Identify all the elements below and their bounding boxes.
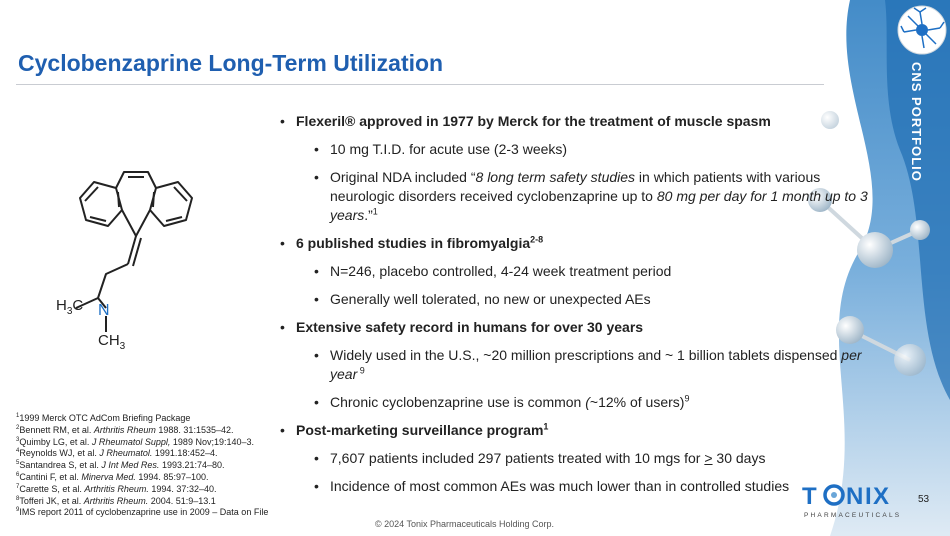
bullet-incidence: • Incidence of most common AEs was much lower than in controlled studies xyxy=(314,477,870,496)
reference-item: $^4$Reynolds WJ, et al. J Rheumatol. 1991.18:452–4. xyxy=(16,448,218,459)
svg-text:PHARMACEUTICALS: PHARMACEUTICALS xyxy=(804,512,902,519)
title-divider xyxy=(16,84,824,85)
methyl-label-1: $H_3C$ xyxy=(56,297,84,317)
reference-list xyxy=(16,413,268,519)
bullet-n246: • N=246, placebo controlled, 4-24 week treatment period xyxy=(314,262,870,281)
svg-text:I: I xyxy=(865,483,872,510)
bullet-prescriptions: • Widely used in the U.S., ~20 million prescriptions and ~ 1 billion tablets dispensed per year $^9$ xyxy=(314,346,870,384)
copyright-notice: © 2024 Tonix Pharmaceuticals Holding Corp. xyxy=(375,519,555,529)
reference-item: $^5$Santandrea S, et al. J Int Med Res. 1993.21:74–80. xyxy=(16,460,225,471)
bullet-surveillance: • Post-marketing surveillance program$^1$ xyxy=(280,421,870,440)
reference-item: $^9$IMS report 2011 of cyclobenzaprine use in 2009 – Data on File xyxy=(16,507,269,518)
bullet-patients: • 7,607 patients included 297 patients treated with 10 mgs for > 30 days xyxy=(314,449,870,468)
reference-item: $^1$1999 Merck OTC AdCom Briefing Package xyxy=(16,413,191,423)
reference-item: $^6$Cantini F, et al. Minerva Med. 1994. 85:97–100. xyxy=(16,471,209,482)
bullet-safety-record: • Extensive safety record in humans for over 30 years xyxy=(280,318,870,337)
svg-text:N: N xyxy=(846,483,864,510)
methyl-label-2: $CH_3$ xyxy=(98,332,126,352)
bullet-flexeril: • Flexeril® approved in 1977 by Merck for the treatment of muscle spasm xyxy=(280,112,870,131)
bullet-dose: • 10 mg T.I.D. for acute use (2-3 weeks) xyxy=(314,140,870,159)
nitrogen-label: N xyxy=(98,302,110,319)
reference-item: $^7$Carette S, et al. Arthritis Rheum. 1994. 37:32–40. xyxy=(16,483,217,494)
neuron-icon xyxy=(896,4,948,56)
reference-item: $^3$Quimby LG, et al. J Rheumatol Suppl, 1989 Nov;19:140–3. xyxy=(16,436,254,447)
cyclobenzaprine-structure xyxy=(46,160,226,360)
reference-item: $^8$Tofferi JK, et al. Arthritis Rheum. 2004. 51:9–13.1 xyxy=(16,495,216,506)
tonix-logo xyxy=(796,480,906,522)
svg-text:T: T xyxy=(802,483,817,510)
bullet-list xyxy=(280,112,870,505)
page-title: Cyclobenzaprine Long-Term Utilization xyxy=(18,50,444,76)
svg-text:X: X xyxy=(873,483,890,510)
reference-item: $^2$Bennett RM, et al. Arthritis Rheum 1988. 31:1535–42. xyxy=(16,424,234,435)
page-number: 53 xyxy=(918,494,930,505)
bullet-nda: • Original NDA included “8 long term safety studies in which patients with various neurologic disorders received cyclobenzaprine up to 80 mg per day for 1 month up to 3 years.”$^1$ xyxy=(314,168,870,225)
bullet-tolerated: • Generally well tolerated, no new or unexpected AEs xyxy=(314,290,870,309)
bullet-fibromyalgia: • 6 published studies in fibromyalgia$^{2-8}$ xyxy=(280,234,870,253)
bullet-chronic-use: • Chronic cyclobenzaprine use is common (~12% of users)$^9$ xyxy=(314,393,870,412)
section-label: CNS PORTFOLIO xyxy=(909,62,924,182)
